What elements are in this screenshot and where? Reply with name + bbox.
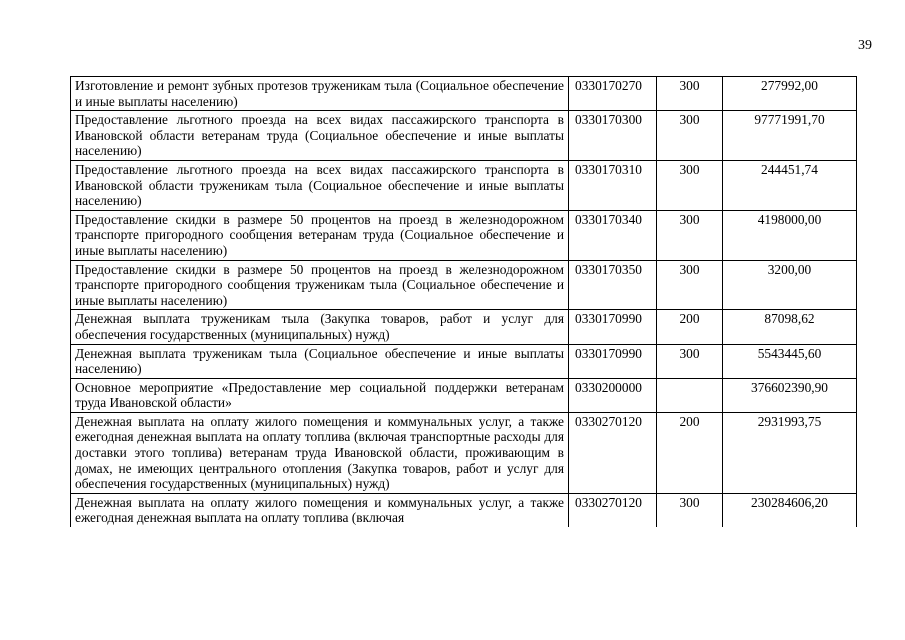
row-amount-cell: 277992,00 bbox=[723, 77, 857, 111]
row-type-cell: 300 bbox=[657, 210, 723, 260]
row-name-cell: Денежная выплата на оплату жилого помещения и коммунальных услуг, а также ежегодная денежная выплата на оплату топлива (включая bbox=[71, 493, 569, 527]
row-amount-cell: 97771991,70 bbox=[723, 111, 857, 161]
table-row bbox=[71, 260, 857, 310]
row-type-cell: 300 bbox=[657, 160, 723, 210]
table-row bbox=[71, 412, 857, 493]
row-type-cell: 200 bbox=[657, 412, 723, 493]
row-code-cell: 0330200000 bbox=[569, 378, 657, 412]
table-row bbox=[71, 77, 857, 111]
budget-table-body bbox=[71, 77, 857, 528]
row-type-cell: 300 bbox=[657, 111, 723, 161]
row-amount-cell: 230284606,20 bbox=[723, 493, 857, 527]
row-amount-cell: 244451,74 bbox=[723, 160, 857, 210]
row-amount-cell: 87098,62 bbox=[723, 310, 857, 344]
row-code-cell: 0330170990 bbox=[569, 344, 657, 378]
row-name-cell: Предоставление льготного проезда на всех видах пассажирского транспорта в Ивановской области труженикам тыла (Социальное обеспечение и иные выплаты населению) bbox=[71, 160, 569, 210]
row-type-cell: 300 bbox=[657, 77, 723, 111]
row-code-cell: 0330170300 bbox=[569, 111, 657, 161]
row-amount-cell: 376602390,90 bbox=[723, 378, 857, 412]
row-type-cell bbox=[657, 378, 723, 412]
table-row bbox=[71, 210, 857, 260]
row-name-cell: Предоставление льготного проезда на всех видах пассажирского транспорта в Ивановской области ветеранам труда (Социальное обеспечение и иные выплаты населению) bbox=[71, 111, 569, 161]
row-code-cell: 0330170340 bbox=[569, 210, 657, 260]
row-code-cell: 0330170310 bbox=[569, 160, 657, 210]
budget-table bbox=[70, 76, 857, 527]
row-code-cell: 0330270120 bbox=[569, 493, 657, 527]
row-type-cell: 300 bbox=[657, 344, 723, 378]
row-amount-cell: 4198000,00 bbox=[723, 210, 857, 260]
table-row bbox=[71, 111, 857, 161]
row-code-cell: 0330270120 bbox=[569, 412, 657, 493]
row-name-cell: Изготовление и ремонт зубных протезов труженикам тыла (Социальное обеспечение и иные выплаты населению) bbox=[71, 77, 569, 111]
row-code-cell: 0330170990 bbox=[569, 310, 657, 344]
table-row bbox=[71, 493, 857, 527]
table-row bbox=[71, 344, 857, 378]
row-name-cell: Денежная выплата на оплату жилого помещения и коммунальных услуг, а также ежегодная денежная выплата на оплату топлива (включая транспортные расходы для доставки этого топлива) ветеранам труда Ивановской области, проживающим в домах, не имеющих центрального отопления (Закупка товаров, работ и услуг для обеспечения государственных (муниципальных) нужд) bbox=[71, 412, 569, 493]
row-amount-cell: 3200,00 bbox=[723, 260, 857, 310]
row-name-cell: Предоставление скидки в размере 50 процентов на проезд в железнодорожном транспорте пригородного сообщения труженикам тыла (Социальное обеспечение и иные выплаты населению) bbox=[71, 260, 569, 310]
row-type-cell: 300 bbox=[657, 493, 723, 527]
row-amount-cell: 2931993,75 bbox=[723, 412, 857, 493]
table-row bbox=[71, 160, 857, 210]
row-name-cell: Предоставление скидки в размере 50 процентов на проезд в железнодорожном транспорте пригородного сообщения ветеранам труда (Социальное обеспечение и иные выплаты населению) bbox=[71, 210, 569, 260]
row-name-cell: Денежная выплата труженикам тыла (Закупка товаров, работ и услуг для обеспечения государственных (муниципальных) нужд) bbox=[71, 310, 569, 344]
row-type-cell: 300 bbox=[657, 260, 723, 310]
page-number: 39 bbox=[858, 38, 872, 53]
row-code-cell: 0330170270 bbox=[569, 77, 657, 111]
table-row bbox=[71, 310, 857, 344]
row-code-cell: 0330170350 bbox=[569, 260, 657, 310]
row-type-cell: 200 bbox=[657, 310, 723, 344]
table-row bbox=[71, 378, 857, 412]
row-name-cell: Денежная выплата труженикам тыла (Социальное обеспечение и иные выплаты населению) bbox=[71, 344, 569, 378]
row-name-cell: Основное мероприятие «Предоставление мер социальной поддержки ветеранам труда Ивановской области» bbox=[71, 378, 569, 412]
row-amount-cell: 5543445,60 bbox=[723, 344, 857, 378]
